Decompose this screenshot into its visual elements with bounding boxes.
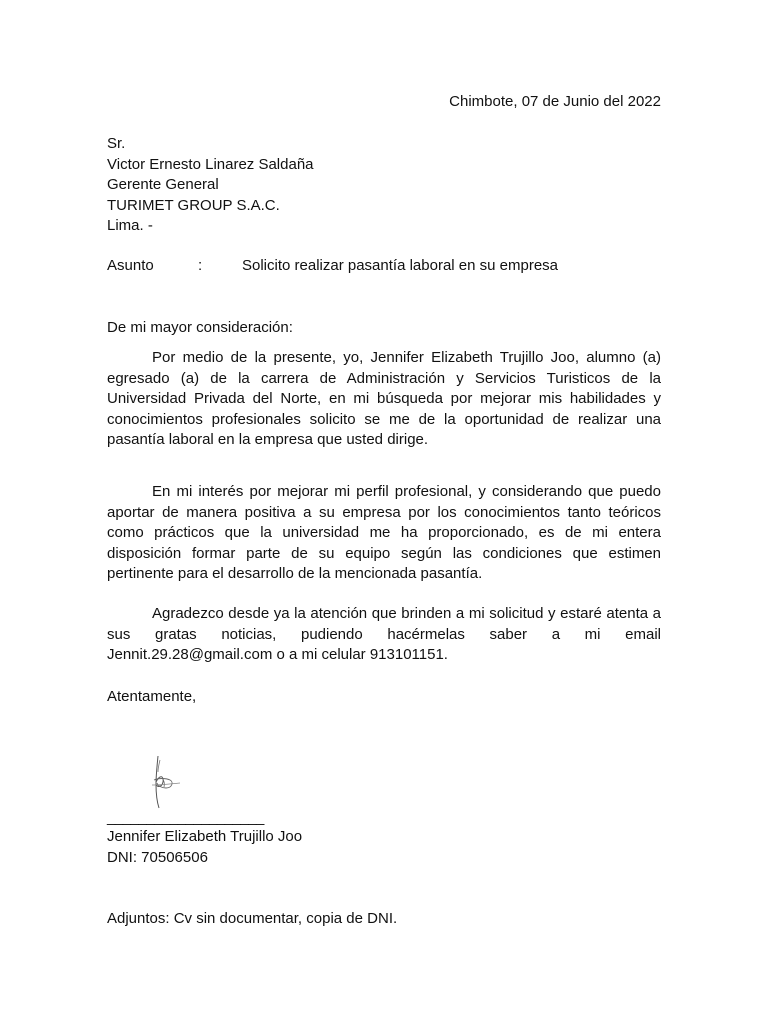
subject-separator: : [198, 257, 203, 274]
recipient-position: Gerente General [107, 176, 219, 193]
recipient-name: Victor Ernesto Linarez Saldaña [107, 155, 314, 173]
signature-line: ____________________ [107, 809, 264, 826]
signer-block [107, 827, 302, 868]
body-paragraph-3: Agradezco desde ya la atención que brinden a mi solicitud y estaré atenta a sus gratas noticias, pudiendo hacérmelas saber a mi email Jennit.29.28@gmail.com o a mi celular 913101151. [107, 605, 661, 664]
salutation: De mi mayor consideración: [107, 319, 293, 336]
closing: Atentamente, [107, 688, 197, 705]
signer-name: Jennifer Elizabeth Trujillo Joo [107, 828, 303, 845]
signer-id: DNI: 70506506 [107, 848, 208, 866]
recipient-company: TURIMET GROUP S.A.C. [107, 196, 280, 214]
recipient-city: Lima. - [107, 217, 153, 234]
body-paragraph-2: En mi interés por mejorar mi perfil profesional, y considerando que puedo aportar de manera positiva a su empresa por los conocimientos tanto teóricos como prácticos que la universidad me ha proporcionado, es de mi entera disposición formar parte de su equipo según las condiciones que estimen pertinente para el desarrollo de la mencionada pasantía. [107, 483, 661, 583]
subject-label: Asunto [107, 257, 154, 274]
handwritten-signature [148, 752, 188, 810]
date-line: Chimbote, 07 de Junio del 2022 [449, 93, 661, 110]
body-paragraph-1: Por medio de la presente, yo, Jennifer Elizabeth Trujillo Joo, alumno (a) egresado (a) de la carrera de Administración y Servicios Turisticos de la Universidad Privada del Norte, en mi búsqueda por mejorar mis habilidades y conocimientos profesionales solicito se me de la oportunidad de realizar una pasantía laboral en la empresa que usted dirige. [107, 349, 661, 449]
recipient-title: Sr. [107, 135, 126, 152]
attachments-line: Adjuntos: Cv sin documentar, copia de DNI. [107, 910, 398, 927]
subject-text: Solicito realizar pasantía laboral en su empresa [242, 257, 559, 274]
recipient-block [107, 134, 314, 237]
